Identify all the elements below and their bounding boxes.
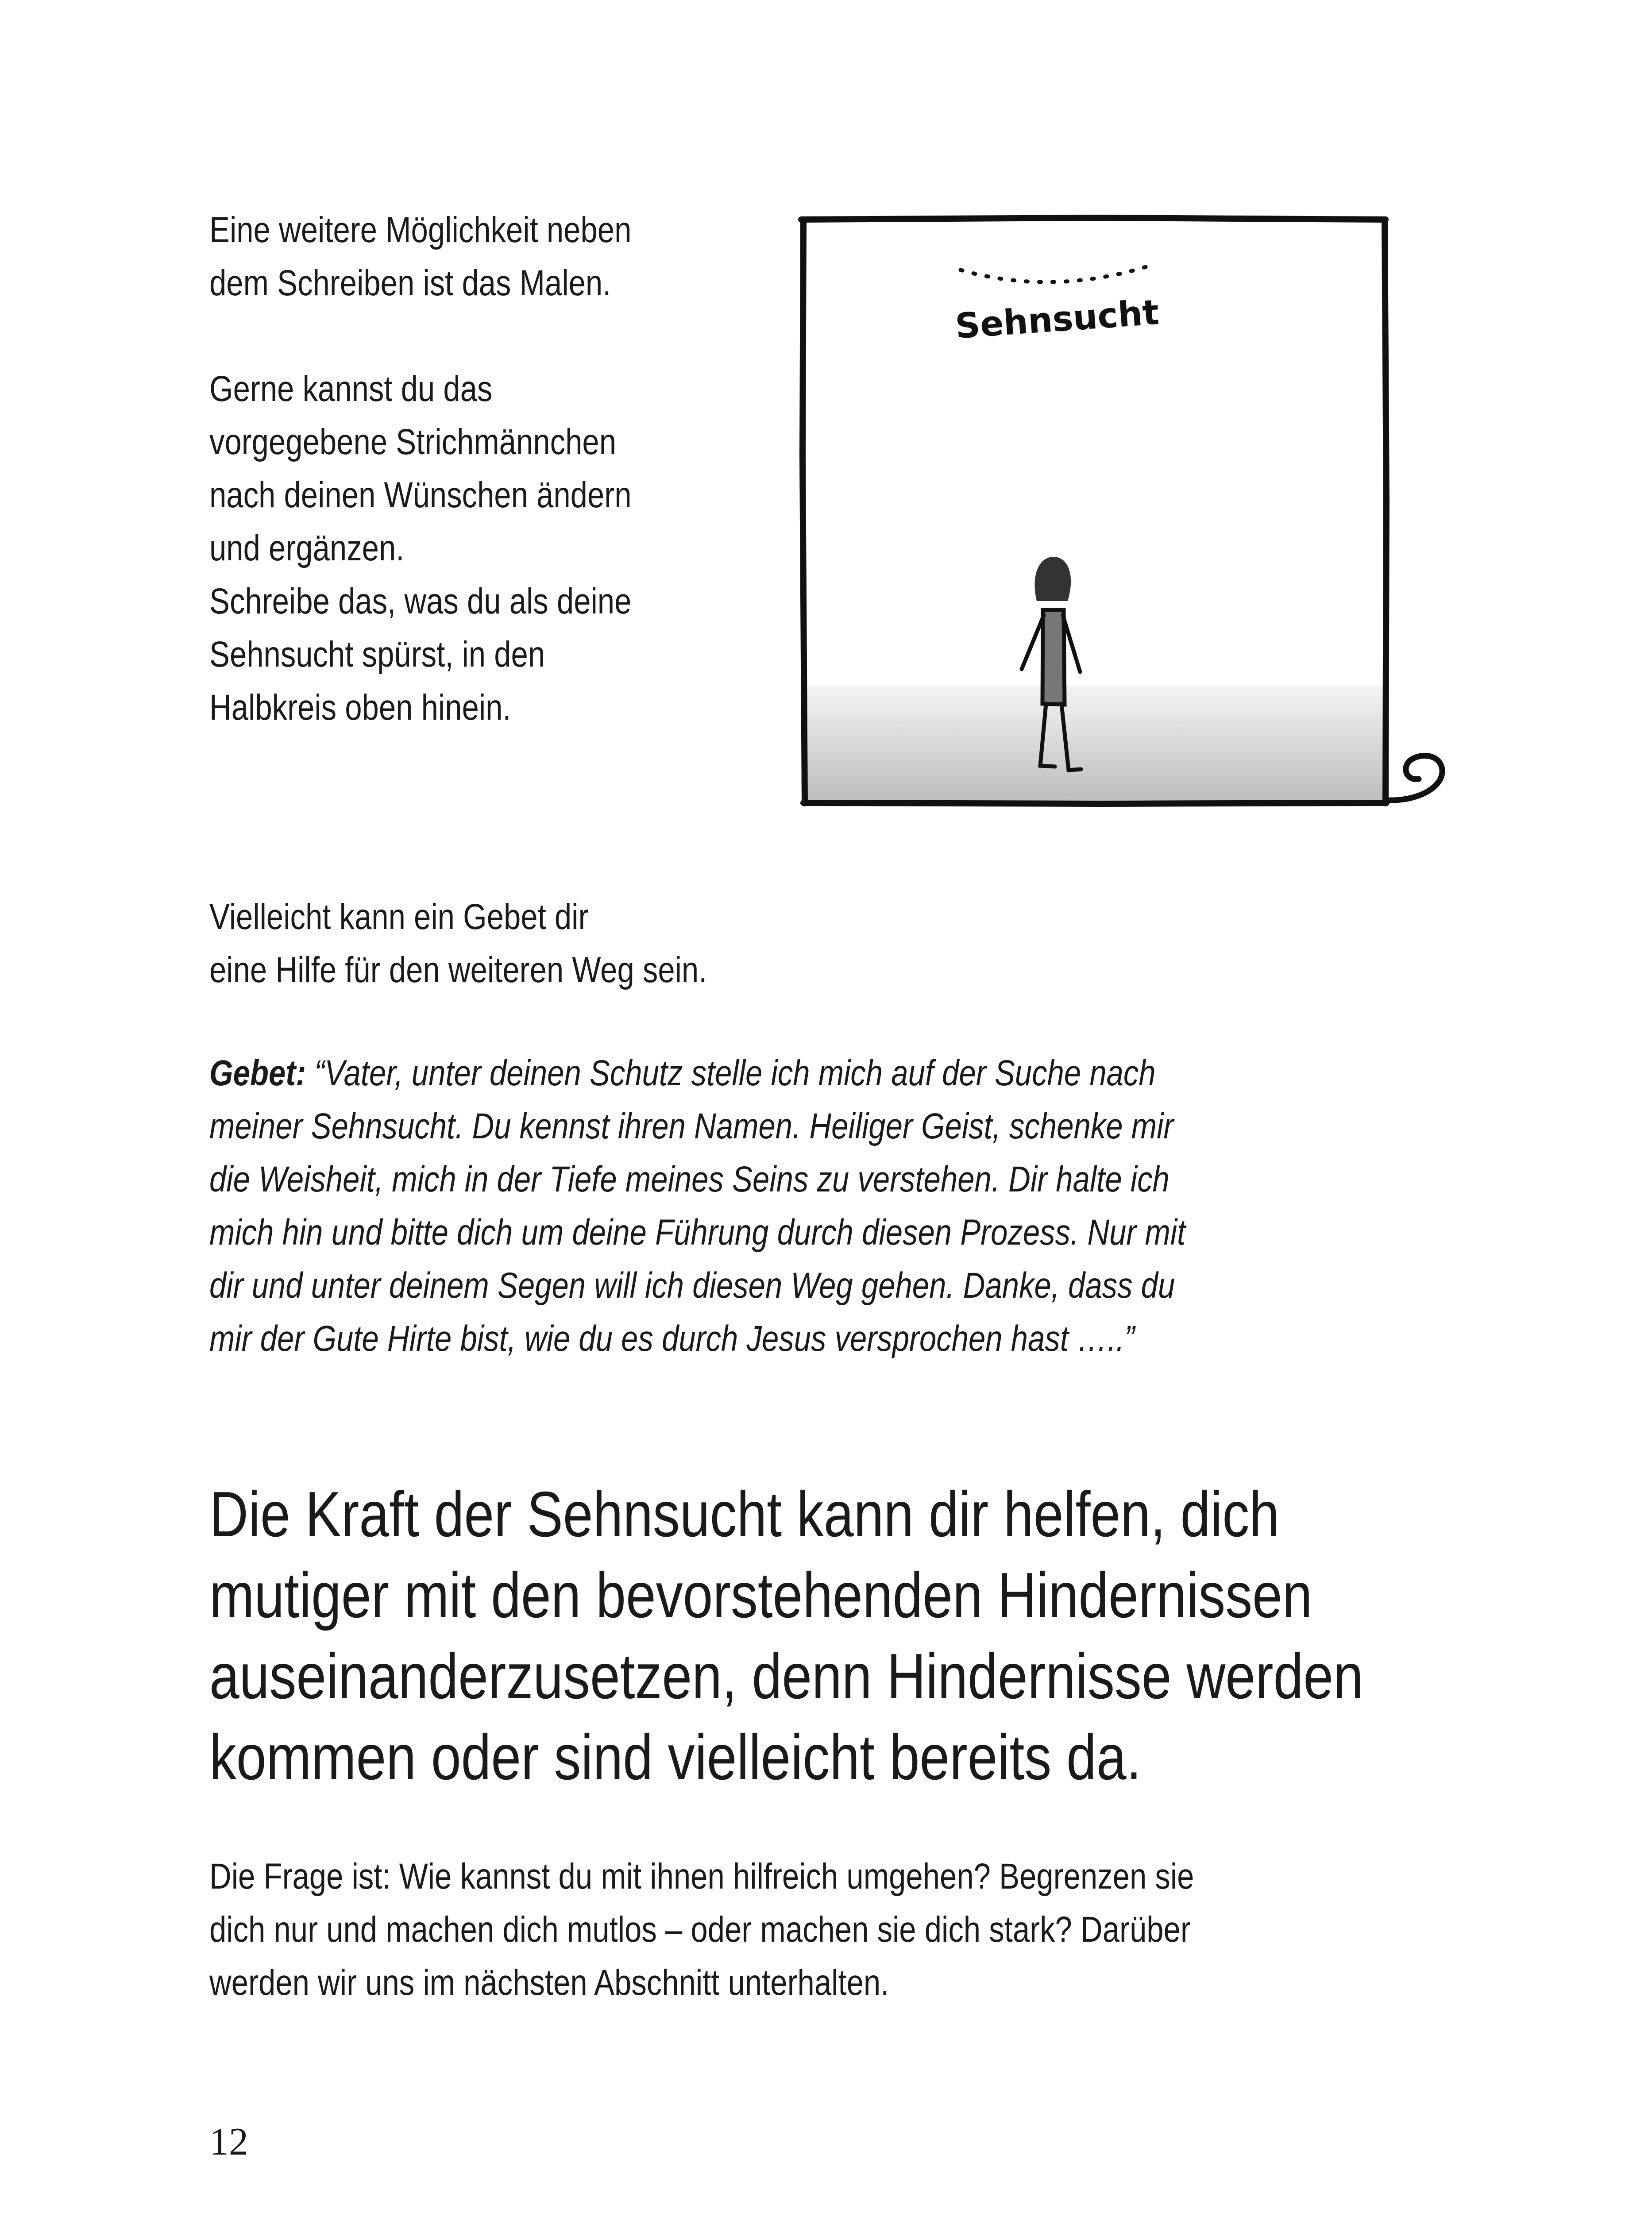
prayer-line: die Weisheit, mich in der Tiefe meines Seins zu verstehen. Dir halte ich: [209, 1159, 1170, 1199]
closing-line: Die Frage ist: Wie kannst du mit ihnen hilfreich umgehen? Begrenzen sie: [209, 1856, 1194, 1897]
frame-right-edge: [1385, 220, 1386, 803]
prayer-text: [209, 1047, 1371, 1365]
lead-line: eine Hilfe für den weiteren Weg sein.: [209, 950, 707, 990]
highlight-line: mutiger mit den bevorstehenden Hindernissen: [209, 1559, 1312, 1631]
prayer-label: Gebet:: [209, 1053, 306, 1093]
dotted-arc: [961, 265, 1153, 282]
intro-line: Gerne kannst du das: [209, 369, 493, 409]
intro-line: vorgegebene Strichmännchen: [209, 422, 617, 462]
intro-paragraph: [209, 204, 712, 734]
closing-line: dich nur und machen dich mutlos – oder machen sie dich stark? Darüber: [209, 1909, 1191, 1950]
prayer-line: dir und unter deinem Segen will ich diesen Weg gehen. Danke, dass du: [209, 1265, 1175, 1306]
prayer-line-first: “Vater, unter deinen Schutz stelle ich mich auf der Suche nach: [306, 1053, 1156, 1093]
intro-line: Eine weitere Möglichkeit neben: [209, 210, 632, 250]
frame-bottom-edge: [803, 803, 1386, 804]
frame-left-edge: [803, 222, 805, 803]
intro-line: Halbkreis oben hinein.: [209, 687, 511, 728]
highlight-line: kommen oder sind vielleicht bereits da.: [209, 1721, 1142, 1793]
closing-line: werden wir uns im nächsten Abschnitt unterhalten.: [209, 1962, 889, 2003]
prayer-line: [209, 1047, 1185, 1100]
frame-top-edge: [801, 218, 1386, 220]
highlight-line: auseinanderzusetzen, denn Hindernisse werden: [209, 1640, 1363, 1712]
intro-line: Sehnsucht spürst, in den: [209, 634, 545, 675]
intro-line: und ergänzen.: [209, 528, 405, 568]
lead-line: Vielleicht kann ein Gebet dir: [209, 897, 589, 937]
intro-line: dem Schreiben ist das Malen.: [209, 263, 611, 303]
page-number: 12: [209, 2120, 248, 2163]
highlight-statement: [209, 1474, 1583, 1798]
intro-line: nach deinen Wünschen ändern: [209, 475, 632, 515]
prayer-line: meiner Sehnsucht. Du kennst ihren Namen. Heiliger Geist, schenke mir: [209, 1106, 1174, 1146]
intro-line: Schreibe das, was du als deine: [209, 581, 632, 621]
prayer-intro: [209, 891, 802, 997]
highlight-line: Die Kraft der Sehnsucht kann dir helfen, dich: [209, 1478, 1280, 1550]
prayer-line: mir der Gute Hirte bist, wie du es durch Jesus versprochen hast …..”: [209, 1319, 1135, 1359]
sehnsucht-drawing: [788, 190, 1478, 845]
drawing-caption: Sehnsucht: [954, 293, 1161, 347]
prayer-line: mich hin und bitte dich um deine Führung durch diesen Prozess. Nur mit: [209, 1212, 1186, 1253]
curl-ornament: [1388, 756, 1442, 800]
closing-paragraph: [209, 1850, 1382, 2009]
shaded-ground: [803, 686, 1386, 802]
